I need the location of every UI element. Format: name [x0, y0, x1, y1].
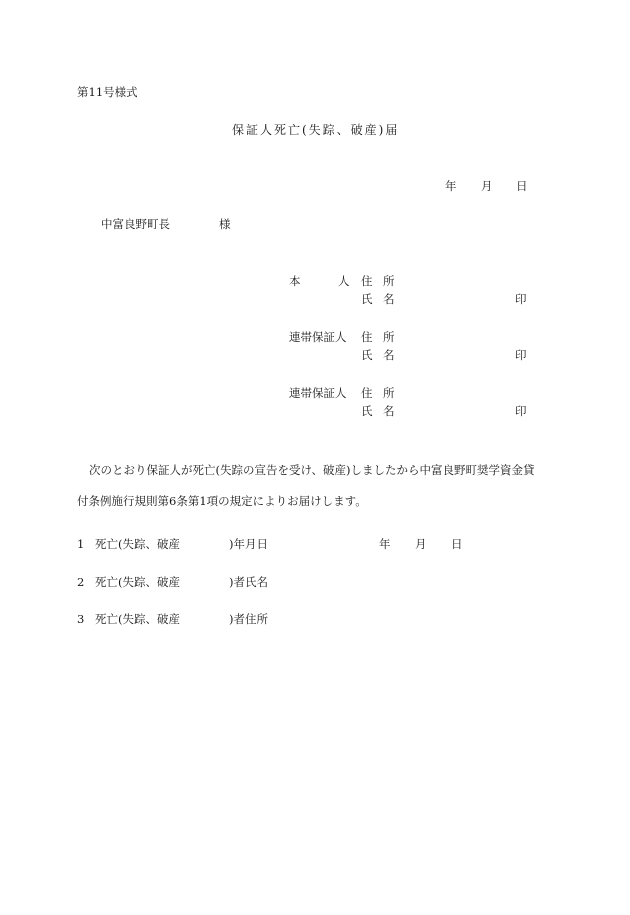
- item-label-part-1: 死亡(失踪、破産: [95, 537, 180, 551]
- name-label-char-1: 氏: [361, 404, 373, 418]
- party-role: 連帯保証人: [289, 386, 347, 400]
- item-number: 2: [77, 575, 85, 589]
- date-year-label: 年: [445, 179, 457, 193]
- party-role-char-2: 人: [338, 274, 350, 288]
- party-role-char-1: 本: [289, 274, 301, 288]
- item-number: 3: [77, 612, 85, 626]
- name-label-char-2: 名: [383, 404, 395, 418]
- form-title: 保証人死亡(失踪、破産)届: [232, 123, 400, 137]
- body-text-line-1: 次のとおり保証人が死亡(失踪の宣告を受け、破産)しましたから中富良野町奨学資金貸: [89, 463, 535, 477]
- address-label-char-2: 所: [383, 274, 395, 288]
- item-label-part-1: 死亡(失踪、破産: [95, 612, 180, 626]
- party-role: 連帯保証人: [289, 330, 347, 344]
- name-label-char-2: 名: [383, 292, 395, 306]
- body-text-line-2: 付条例施行規則第6条第1項の規定によりお届けします。: [77, 494, 367, 508]
- form-number: 第11号様式: [77, 85, 138, 99]
- address-label-char-2: 所: [383, 386, 395, 400]
- item-label-part-1: 死亡(失踪、破産: [95, 575, 180, 589]
- name-label-char-2: 名: [383, 348, 395, 362]
- name-label-char-1: 氏: [361, 292, 373, 306]
- item-label-part-2: )者住所: [229, 612, 268, 626]
- item-label-part-2: )者氏名: [229, 575, 268, 589]
- item-year-label: 年: [379, 537, 391, 551]
- name-label-char-1: 氏: [361, 348, 373, 362]
- item-number: 1: [77, 537, 85, 551]
- date-day-label: 日: [516, 179, 528, 193]
- item-month-label: 月: [415, 537, 427, 551]
- addressee-honorific: 様: [219, 217, 231, 231]
- seal-mark: 印: [515, 404, 527, 418]
- seal-mark: 印: [515, 292, 527, 306]
- addressee-name: 中富良野町長: [101, 217, 170, 231]
- item-label-part-2: )年月日: [229, 537, 268, 551]
- address-label-char-1: 住: [361, 386, 373, 400]
- seal-mark: 印: [515, 348, 527, 362]
- item-day-label: 日: [451, 537, 463, 551]
- address-label-char-2: 所: [383, 330, 395, 344]
- address-label-char-1: 住: [361, 330, 373, 344]
- date-month-label: 月: [481, 179, 493, 193]
- address-label-char-1: 住: [361, 274, 373, 288]
